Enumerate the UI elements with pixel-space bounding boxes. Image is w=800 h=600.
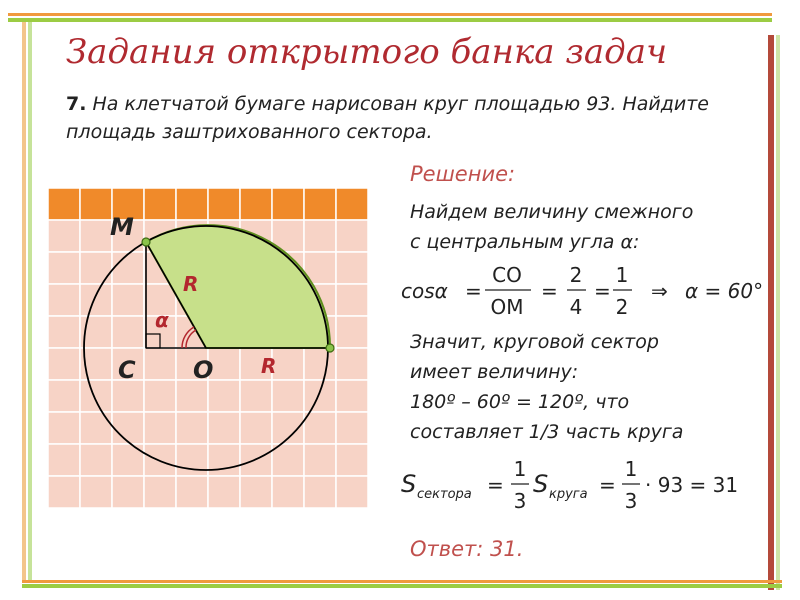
- grid-cell: [336, 476, 368, 508]
- grid-cell: [336, 380, 368, 412]
- label-r-horizontal: R: [261, 354, 277, 378]
- formula-area-s: S: [401, 470, 417, 498]
- frame-left-orange: [22, 22, 26, 582]
- formula-area-frac2-den: 3: [624, 489, 638, 513]
- solution-line-5: 180º – 60º = 120º, что: [410, 391, 630, 413]
- point-end: [326, 344, 334, 352]
- problem-number: 7.: [66, 93, 87, 115]
- grid-cell: [272, 348, 304, 380]
- grid-cell: [144, 380, 176, 412]
- grid-cell: [208, 444, 240, 476]
- formula-cos-frac1-num: CO: [492, 263, 522, 287]
- frame-bottom-orange: [22, 580, 782, 583]
- grid-header-cell: [336, 188, 368, 220]
- grid-cell: [176, 380, 208, 412]
- grid-header-cell: [176, 188, 208, 220]
- grid-cell: [336, 316, 368, 348]
- label-r-slant: R: [183, 272, 199, 296]
- formula-area-sub-sector: сектора: [417, 487, 472, 502]
- formula-area-eq-2: =: [599, 473, 616, 497]
- grid-cell: [304, 220, 336, 252]
- grid-cell: [208, 476, 240, 508]
- formula-area-s2: S: [533, 470, 549, 498]
- grid-cell: [80, 220, 112, 252]
- grid-cell: [48, 476, 80, 508]
- solution-line-4: имеет величину:: [410, 361, 579, 383]
- solution-heading: Решение:: [410, 162, 516, 186]
- label-o: O: [193, 356, 214, 384]
- solution-line-1: Найдем величину смежного: [410, 201, 694, 223]
- formula-area: [395, 454, 765, 520]
- grid-cell: [176, 412, 208, 444]
- formula-area-frac-den: 3: [513, 489, 527, 513]
- grid-header-cell: [80, 188, 112, 220]
- formula-cos-eq-3: =: [594, 279, 611, 303]
- grid-cell: [304, 476, 336, 508]
- formula-cos-result: α = 60°: [685, 279, 764, 303]
- grid-cell: [80, 380, 112, 412]
- grid-cell: [144, 412, 176, 444]
- label-c: C: [118, 356, 136, 384]
- grid-cell: [48, 252, 80, 284]
- geometry-figure: [40, 180, 420, 520]
- grid-cell: [304, 348, 336, 380]
- grid-cell: [112, 252, 144, 284]
- grid-cell: [272, 444, 304, 476]
- grid-header-cell: [48, 188, 80, 220]
- formula-cos-frac2-den: 4: [569, 295, 583, 319]
- grid-cell: [336, 348, 368, 380]
- grid-cell: [144, 348, 176, 380]
- formula-area-sub-circle: круга: [549, 487, 588, 502]
- frame-left-green: [28, 22, 32, 582]
- grid-cell: [48, 220, 80, 252]
- problem-text: На клетчатой бумаге нарисован круг площадью 93. Найдите площадь заштрихованного сектора.: [66, 93, 709, 143]
- grid-cell: [144, 444, 176, 476]
- point-m: [142, 238, 150, 246]
- grid-cell: [336, 220, 368, 252]
- page-title: Задания открытого банка задач: [66, 32, 668, 72]
- grid-cell: [304, 380, 336, 412]
- grid-cell: [208, 380, 240, 412]
- grid-cell: [176, 444, 208, 476]
- grid-cell: [48, 348, 80, 380]
- formula-area-eq-1: =: [487, 473, 504, 497]
- grid-cell: [112, 380, 144, 412]
- formula-cos-frac3-num: 1: [615, 263, 629, 287]
- grid-cell: [304, 412, 336, 444]
- formula-cos-frac2-num: 2: [569, 263, 583, 287]
- grid-cell: [336, 444, 368, 476]
- grid-cell: [80, 476, 112, 508]
- solution-line-6: составляет 1/3 часть круга: [410, 421, 684, 443]
- grid-cell: [48, 380, 80, 412]
- grid-cell: [240, 412, 272, 444]
- grid-cell: [80, 252, 112, 284]
- solution-line-3: Значит, круговой сектор: [410, 331, 659, 353]
- formula-area-frac2-num: 1: [624, 457, 638, 481]
- formula-cos-frac3-den: 2: [615, 295, 629, 319]
- grid-header-cell: [272, 188, 304, 220]
- grid-cell: [272, 380, 304, 412]
- problem-statement: [66, 90, 756, 146]
- grid-cell: [112, 444, 144, 476]
- grid-cell: [112, 476, 144, 508]
- label-alpha: α: [155, 308, 169, 332]
- grid-cell: [240, 476, 272, 508]
- grid-cell: [48, 284, 80, 316]
- grid-cell: [80, 444, 112, 476]
- formula-area-result: · 93 = 31: [645, 473, 739, 497]
- grid-cell: [304, 444, 336, 476]
- grid-cell: [80, 284, 112, 316]
- grid-header-cell: [240, 188, 272, 220]
- answer-text: Ответ: 31.: [410, 537, 524, 561]
- formula-cos: [395, 258, 775, 326]
- formula-cos-lhs: cosα: [401, 279, 448, 303]
- frame-right-green: [776, 35, 780, 590]
- grid-cell: [48, 444, 80, 476]
- grid-cell: [208, 412, 240, 444]
- grid-cell: [272, 476, 304, 508]
- formula-area-frac-num: 1: [513, 457, 527, 481]
- frame-top-green: [8, 18, 772, 22]
- grid-cell: [336, 252, 368, 284]
- grid-header-cell: [144, 188, 176, 220]
- grid-cell: [112, 412, 144, 444]
- label-m: M: [110, 213, 134, 241]
- grid-cell: [112, 284, 144, 316]
- grid-cell: [336, 412, 368, 444]
- grid-cell: [144, 476, 176, 508]
- grid-cell: [112, 316, 144, 348]
- grid-cell: [176, 476, 208, 508]
- grid-cell: [48, 412, 80, 444]
- solution-line-2: с центральным угла α:: [410, 231, 640, 253]
- grid-header-cell: [304, 188, 336, 220]
- grid-cell: [80, 412, 112, 444]
- grid-cell: [336, 284, 368, 316]
- formula-cos-eq-1: =: [465, 279, 482, 303]
- formula-cos-eq-2: =: [541, 279, 558, 303]
- formula-cos-implies: ⇒: [651, 279, 668, 303]
- frame-top-orange: [8, 13, 772, 16]
- grid-cell: [240, 380, 272, 412]
- frame-bottom-green: [22, 584, 782, 588]
- grid-cell: [48, 316, 80, 348]
- grid-header-cell: [208, 188, 240, 220]
- formula-cos-frac1-den: OM: [490, 295, 524, 319]
